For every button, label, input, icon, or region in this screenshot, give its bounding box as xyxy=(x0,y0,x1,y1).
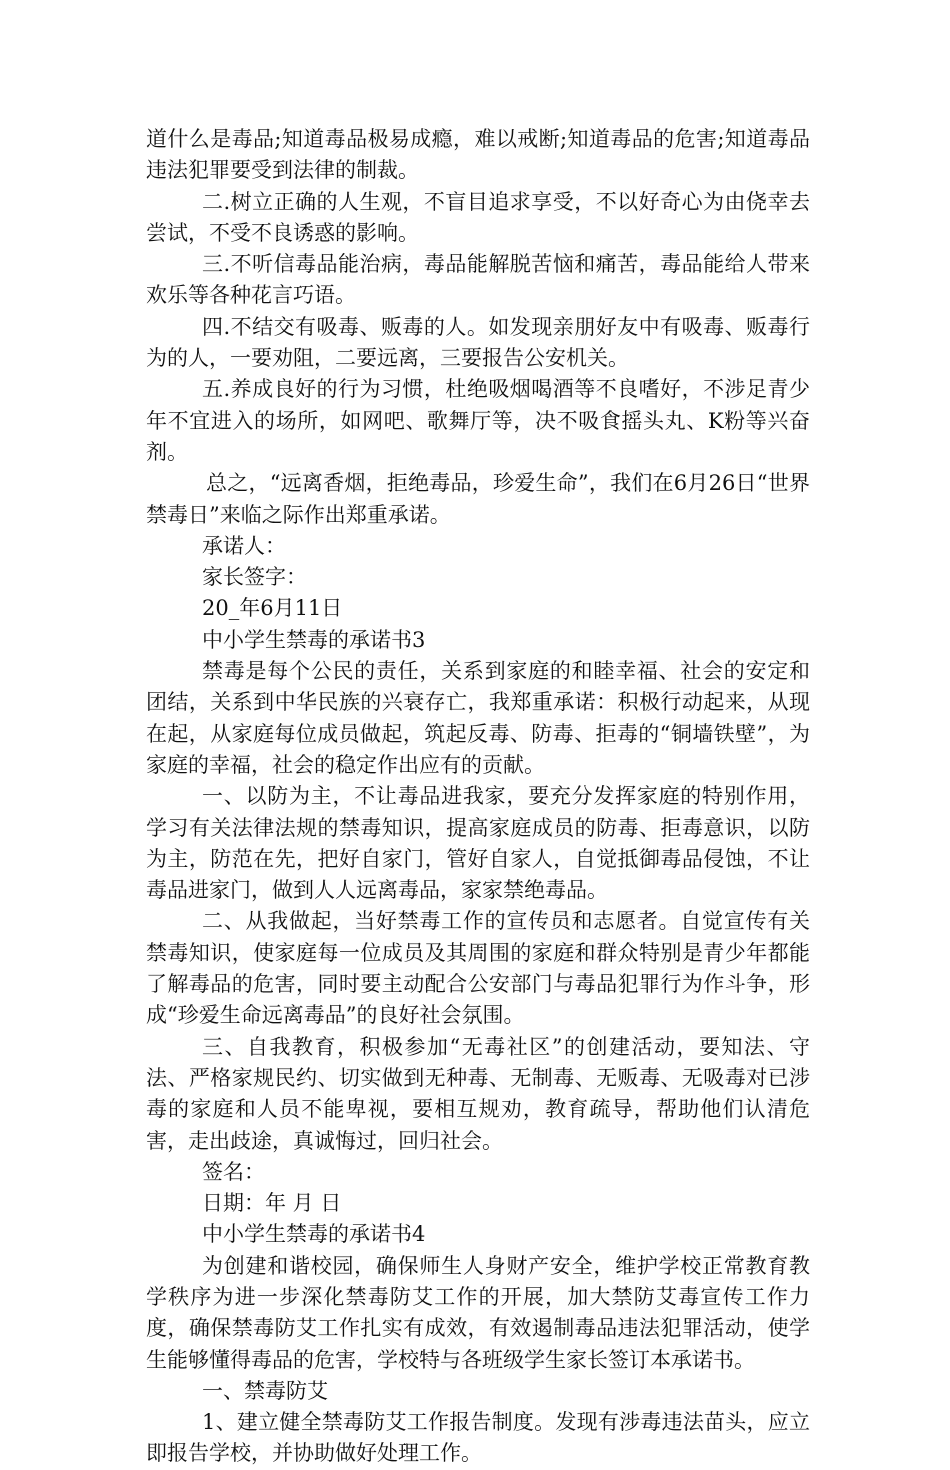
paragraph-point-1: 一、以防为主，不让毒品进我家，要充分发挥家庭的特别作用，学习有关法律法规的禁毒知识，提高家庭成员的防毒、拒毒意识，以防为主，防范在先，把好自家门，管好自家人，自觉抵御毒品侵蚀，不让毒品进家门，做到人人远离毒品，家家禁绝毒品。 xyxy=(146,784,810,903)
document-body xyxy=(146,124,810,1470)
paragraph-continuation: 道什么是毒品;知道毒品极易成瘾，难以戒断;知道毒品的危害;知道毒品违法犯罪要受到法律的制裁。 xyxy=(146,127,810,183)
paragraph-item-4: 四.不结交有吸毒、贩毒的人。如发现亲朋好友中有吸毒、贩毒行为的人，一要劝阻，二要远离，三要报告公安机关。 xyxy=(146,314,810,371)
subheading-drug-aids: 一、禁毒防艾 xyxy=(202,1378,328,1403)
paragraph-intro-3: 禁毒是每个公民的责任，关系到家庭的和睦幸福、社会的安定和团结，关系到中华民族的兴衰存亡，我郑重承诺：积极行动起来，从现在起，从家庭每位成员做起，筑起反毒、防毒、拒毒的“铜墙铁壁”，为家庭的幸福，社会的稳定作出应有的贡献。 xyxy=(146,659,810,777)
section-title-3: 中小学生禁毒的承诺书3 xyxy=(202,627,426,652)
paragraph-item-2: 二.树立正确的人生观，不盲目追求享受，不以好奇心为由侥幸去尝试，不受不良诱惑的影响。 xyxy=(146,189,810,245)
parent-signature-label: 家长签字： xyxy=(202,565,307,590)
paragraph-item-5: 五.养成良好的行为习惯，杜绝吸烟喝酒等不良嗜好，不涉足青少年不宜进入的场所，如网吧、歌舞厅等，决不吸食摇头丸、K粉等兴奋剂。 xyxy=(146,377,810,464)
date-line: 20_年6月11日 xyxy=(202,596,343,621)
paragraph-intro-4: 为创建和谐校园，确保师生人身财产安全，维护学校正常教育教学秩序为进一步深化禁毒防艾工作的开展，加大禁防艾毒宣传工作力度，确保禁毒防艾工作扎实有成效，有效遏制毒品违法犯罪活动，使学生能够懂得毒品的危害，学校特与各班级学生家长签订本承诺书。 xyxy=(146,1253,810,1372)
promisor-label: 承诺人： xyxy=(202,533,286,558)
date-label: 日期：年 月 日 xyxy=(202,1191,342,1216)
paragraph-point-3: 三、自我教育，积极参加“无毒社区”的创建活动，要知法、守法、严格家规民约、切实做到无种毒、无制毒、无贩毒、无吸毒对已涉毒的家庭和人员不能卑视，要相互规劝，教育疏导，帮助他们认清危害，走出歧途，真诚悔过，回归社会。 xyxy=(146,1034,810,1153)
signature-label: 签名： xyxy=(202,1159,265,1184)
paragraph-item-3: 三.不听信毒品能治病，毒品能解脱苦恼和痛苦，毒品能给人带来欢乐等各种花言巧语。 xyxy=(146,252,810,308)
paragraph-rule-1: 1、建立健全禁毒防艾工作报告制度。发现有涉毒违法苗头，应立即报告学校，并协助做好处理工作。 xyxy=(146,1410,810,1466)
paragraph-point-2: 二、从我做起，当好禁毒工作的宣传员和志愿者。自觉宣传有关禁毒知识，使家庭每一位成员及其周围的家庭和群众特别是青少年都能了解毒品的危害，同时要主动配合公安部门与毒品犯罪行为作斗争，形成“珍爱生命远离毒品”的良好社会氛围。 xyxy=(146,909,810,1028)
section-title-4: 中小学生禁毒的承诺书4 xyxy=(202,1222,426,1247)
paragraph-summary: 总之，“远离香烟，拒绝毒品，珍爱生命”，我们在6月26日“世界禁毒日”来临之际作出郑重承诺。 xyxy=(146,471,810,527)
